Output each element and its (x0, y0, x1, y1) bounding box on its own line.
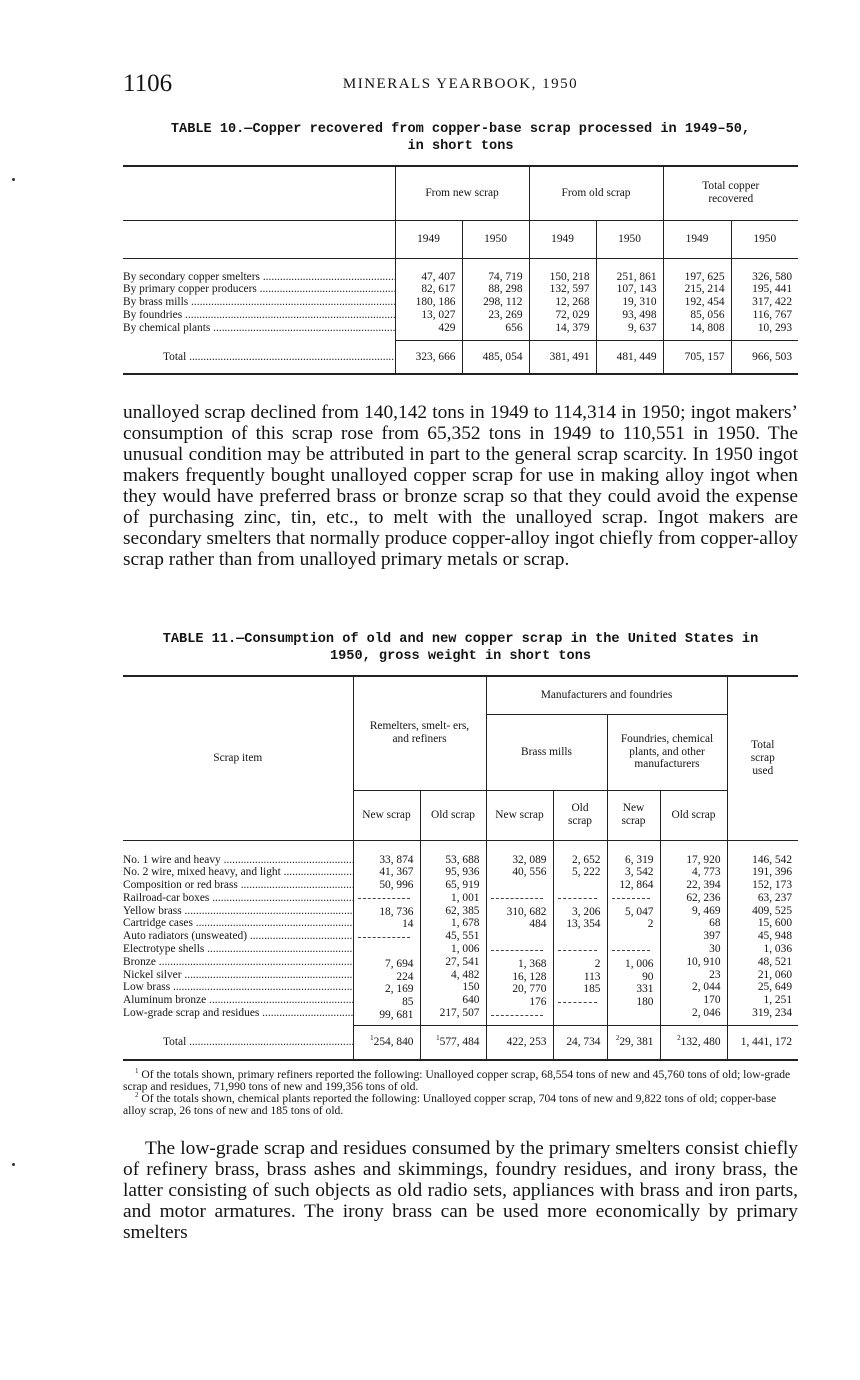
new-scrap-header: New scrap (353, 790, 420, 840)
cell-value: 13, 354 (566, 918, 601, 931)
cell-value: 6, 319 (625, 853, 654, 866)
cell-value: 33, 874 (379, 853, 414, 866)
cell-value: 30 (709, 943, 721, 956)
cell-value: 2, 046 (692, 1007, 721, 1020)
footnote-marker: 1 (135, 1067, 139, 1076)
value-column (663, 258, 731, 340)
cell-value: 185 (583, 983, 601, 996)
total-value (607, 1026, 660, 1060)
cell-value: 2 (594, 957, 601, 970)
cell-value (554, 1010, 601, 1023)
cell-value: 23 (709, 968, 721, 981)
year-header: 1950 (462, 220, 529, 258)
cell-value: 310, 682 (506, 905, 547, 918)
cell-value (608, 931, 654, 944)
cell-value: 1, 678 (451, 917, 480, 930)
cell-value: 4, 482 (451, 968, 480, 981)
total-number: 132, 480 (680, 1036, 721, 1049)
old-scrap-header: Old scrap (660, 790, 727, 840)
empty-cell-rule (491, 898, 543, 899)
page-number: 1106 (123, 70, 173, 97)
cell-value: 409, 525 (752, 904, 793, 917)
running-title: MINERALS YEARBOOK, 1950 (342, 76, 579, 92)
cell-value: 1, 368 (518, 957, 547, 970)
brass-mills-header: Brass mills (486, 714, 607, 790)
remelters-header: Remelters, smelt- ers, and refiners (353, 676, 486, 790)
col-group-header: Total copper recovered (663, 166, 798, 220)
row-label: By secondary copper smelters ..... (123, 271, 395, 284)
cell-value: 2, 044 (692, 981, 721, 994)
total-value: 481, 449 (596, 340, 663, 374)
empty-cell-rule (358, 937, 410, 938)
cell-value: 88, 298 (488, 283, 523, 296)
cell-value: 17, 920 (686, 853, 721, 866)
cell-value: 14, 808 (690, 321, 725, 334)
cell-value: 62, 236 (686, 891, 721, 904)
cell-value: 82, 617 (421, 283, 456, 296)
scrap-item-header: Scrap item (213, 751, 263, 764)
year-header: 1950 (731, 220, 798, 258)
new-scrap-header: New scrap (486, 790, 553, 840)
cell-value: 68 (709, 917, 721, 930)
page-header (123, 70, 798, 104)
old-scrap-header: Old scrap (420, 790, 486, 840)
total-number: 29, 381 (619, 1036, 654, 1049)
footnote-text: Of the totals shown, primary refiners reported the following: Unalloyed copper scrap, 68,554 tons of new and 45,760 tons of old; low-grade scrap and residues, 71,990 tons of new and 199,356 tons of old. (123, 1068, 791, 1093)
total-used-header: Total scrap used (727, 676, 798, 840)
cell-value: 192, 454 (684, 296, 725, 309)
cell-value: 27, 541 (445, 955, 480, 968)
empty-cell-rule (612, 898, 650, 899)
cell-value: 10, 910 (686, 955, 721, 968)
scrap-item-label: No. 1 wire and heavy ..... (123, 854, 353, 867)
cell-value: 176 (529, 996, 547, 1009)
total-value: 705, 157 (663, 340, 731, 374)
cell-value: 170 (703, 994, 721, 1007)
cell-value: 180, 186 (415, 296, 456, 309)
cell-value: 3, 542 (625, 866, 654, 879)
cell-value: 397 (703, 930, 721, 943)
cell-value: 32, 089 (512, 853, 547, 866)
cell-value: 2, 652 (572, 853, 601, 866)
foundries-new-column (607, 840, 660, 1026)
cell-value: 72, 029 (555, 308, 590, 321)
total-number: 577, 484 (439, 1036, 480, 1049)
cell-value: 298, 112 (483, 296, 523, 309)
table10-caption: TABLE 10.—Copper recovered from copper-base scrap processed in 1949–50, in short tons (170, 122, 751, 154)
cell-value: 93, 498 (622, 308, 657, 321)
remelters-old-column (420, 840, 486, 1026)
cell-value: 640 (462, 994, 480, 1007)
cell-value: 150, 218 (549, 270, 590, 283)
new-scrap-header: New scrap (607, 790, 660, 840)
cell-value: 22, 394 (686, 879, 721, 892)
cell-value (554, 931, 601, 944)
empty-cell-rule (358, 898, 410, 899)
cell-value: 63, 237 (757, 891, 793, 904)
scrap-item-label: Low brass ..... (123, 981, 353, 994)
cell-value: 146, 542 (752, 853, 793, 866)
cell-value: 85 (402, 996, 414, 1009)
year-header: 1949 (395, 220, 462, 258)
cell-value: 484 (529, 918, 547, 931)
total-number: 254, 840 (373, 1036, 414, 1049)
cell-value: 9, 469 (692, 904, 721, 917)
value-column (395, 258, 462, 340)
cell-value: 152, 173 (752, 879, 793, 892)
cell-value: 4, 773 (692, 866, 721, 879)
cell-value: 251, 861 (616, 270, 657, 283)
year-header: 1950 (596, 220, 663, 258)
scrap-item-label: Composition or red brass ..... (123, 879, 353, 892)
cell-value: 53, 688 (445, 853, 480, 866)
value-column (462, 258, 529, 340)
cell-value (608, 1009, 654, 1022)
year-header: 1949 (663, 220, 731, 258)
cell-value: 116, 767 (752, 308, 793, 321)
scrap-item-label: Railroad-car boxes ..... (123, 892, 353, 905)
cell-value: 197, 625 (684, 270, 725, 283)
cell-value: 10, 293 (757, 321, 793, 334)
cell-value: 9, 637 (628, 321, 657, 334)
total-value (353, 1026, 420, 1060)
total-used-column (727, 840, 798, 1026)
scrap-item-label: Aluminum bronze ..... (123, 994, 353, 1007)
cell-value: 1, 251 (763, 994, 793, 1007)
cell-value: 40, 556 (512, 866, 547, 879)
scrap-item-label: Nickel silver ..... (123, 969, 353, 982)
table11-header-row1 (123, 676, 798, 714)
cell-value: 656 (505, 321, 523, 334)
scrap-item-label: Auto radiators (unsweated) ..... (123, 930, 353, 943)
cell-value: 12, 268 (555, 296, 590, 309)
cell-value: 2, 169 (385, 983, 414, 996)
cell-value: 85, 056 (690, 308, 725, 321)
footnote-marker: 2 (677, 1034, 681, 1043)
footnote-marker: 1 (370, 1034, 374, 1043)
empty-cell-rule (491, 1015, 543, 1016)
value-column (731, 258, 798, 340)
cell-value: 50, 996 (379, 879, 414, 892)
cell-value: 99, 681 (379, 1009, 414, 1022)
cell-value: 41, 367 (379, 866, 414, 879)
cell-value: 7, 694 (385, 957, 414, 970)
col-group-header: From old scrap (529, 166, 663, 220)
total-value: 323, 666 (395, 340, 462, 374)
footnote-text: Of the totals shown, chemical plants reported the following: Unalloyed copper scrap, 704 tons of new and 9,822 tons of old; copper-base alloy scrap, 26 tons of new and 185 tons of old. (123, 1092, 777, 1117)
row-label: By chemical plants ..... (123, 322, 395, 335)
cell-value: 47, 407 (421, 270, 456, 283)
cell-value (354, 945, 414, 958)
cell-value (487, 931, 547, 944)
cell-value: 1, 006 (451, 943, 480, 956)
scrap-item-label: Bronze ..... (123, 956, 353, 969)
margin-mark (12, 178, 15, 181)
footnotes (123, 1069, 798, 1117)
brass-new-column (486, 840, 553, 1026)
table10-year-header (123, 220, 798, 258)
footnote-marker: 2 (135, 1091, 139, 1100)
total-value: 485, 054 (462, 340, 529, 374)
foundries-header: Foundries, chemical plants, and other manufacturers (607, 714, 727, 790)
cell-value: 180 (636, 996, 654, 1009)
cell-value: 14, 379 (555, 321, 590, 334)
total-value: 966, 503 (731, 340, 798, 374)
row-labels (123, 258, 395, 340)
cell-value: 18, 736 (379, 905, 414, 918)
total-value: 422, 253 (486, 1026, 553, 1060)
table11-body (123, 840, 798, 1026)
cell-value: 215, 214 (684, 283, 725, 296)
cell-value: 20, 770 (512, 983, 547, 996)
total-label: Total ..... (163, 351, 395, 364)
table10-total-row (123, 340, 798, 374)
table10-group-header (123, 166, 798, 220)
cell-value: 107, 143 (616, 283, 657, 296)
cell-value: 95, 936 (445, 866, 480, 879)
total-value: 24, 734 (553, 1026, 607, 1060)
scrap-item-label: Cartridge cases ..... (123, 917, 353, 930)
empty-cell-rule (612, 950, 650, 951)
empty-cell-rule (491, 950, 543, 951)
cell-value: 3, 206 (572, 905, 601, 918)
table10 (123, 165, 798, 375)
total-label: Total ..... (163, 1036, 353, 1049)
cell-value: 331 (636, 983, 654, 996)
body-paragraph: unalloyed scrap declined from 140,142 tons in 1949 to 114,314 in 1950; ingot makers’ consumption of this scrap rose from 65,352 tons in 1949 to 110,551 in 1950. The unusual condition may be attributed in part to the general scrap scarcity. In 1950 ingot makers frequently bought unalloyed copper scrap for use in making alloy ingot when they would have preferred brass or bronze scrap so that they could avoid the expense of purchasing zinc, tin, etc., to melt with the unalloyed scrap. Ingot makers are secondary smelters that normally produce copper-alloy ingot chiefly from copper-alloy scrap rather than from unalloyed primary metals or scrap. (123, 402, 798, 570)
empty-cell-rule (558, 898, 597, 899)
cell-value: 65, 919 (445, 879, 480, 892)
cell-value: 21, 060 (757, 968, 793, 981)
cell-value: 132, 597 (549, 283, 590, 296)
cell-value (487, 879, 547, 892)
margin-mark (12, 1163, 15, 1166)
scrap-item-label: Low-grade scrap and residues ..... (123, 1007, 353, 1020)
row-label: By foundries ..... (123, 309, 395, 322)
year-header: 1949 (529, 220, 596, 258)
cell-value: 48, 521 (757, 955, 793, 968)
cell-value: 13, 027 (421, 308, 456, 321)
cell-value: 45, 948 (757, 930, 793, 943)
cell-value: 5, 222 (572, 866, 601, 879)
footnote-2 (123, 1093, 798, 1117)
remelters-new-column (353, 840, 420, 1026)
cell-value: 45, 551 (445, 930, 480, 943)
table11 (123, 675, 798, 1061)
footnote-marker: 2 (615, 1034, 620, 1043)
total-value (660, 1026, 727, 1060)
old-scrap-header: Old scrap (553, 790, 607, 840)
total-value: 1, 441, 172 (727, 1026, 798, 1060)
cell-value: 5, 047 (625, 905, 654, 918)
value-column (529, 258, 596, 340)
foundries-old-column (660, 840, 727, 1026)
row-label: By brass mills ..... (123, 296, 395, 309)
table11-caption: TABLE 11.—Consumption of old and new copper scrap in the United States in 1950, gross weight in short tons (162, 632, 759, 664)
cell-value: 319, 234 (752, 1007, 793, 1020)
cell-value: 90 (642, 970, 654, 983)
cell-value (554, 879, 601, 892)
cell-value: 317, 422 (752, 296, 793, 309)
cell-value: 1, 036 (763, 943, 793, 956)
scrap-item-label: No. 2 wire, mixed heavy, and light ..... (123, 866, 353, 879)
cell-value: 217, 507 (439, 1007, 480, 1020)
cell-value: 23, 269 (488, 308, 523, 321)
cell-value: 74, 719 (488, 270, 523, 283)
col-group-header: From new scrap (395, 166, 529, 220)
scrap-item-label: Electrotype shells ..... (123, 943, 353, 956)
cell-value: 429 (438, 321, 456, 334)
cell-value: 2 (647, 918, 654, 931)
empty-cell-rule (558, 1002, 597, 1003)
cell-value: 113 (583, 970, 601, 983)
footnote-1 (123, 1069, 798, 1093)
scrap-item-label: Yellow brass ..... (123, 905, 353, 918)
cell-value: 191, 396 (752, 866, 793, 879)
cell-value: 195, 441 (752, 283, 793, 296)
cell-value: 25, 649 (757, 981, 793, 994)
cell-value: 16, 128 (512, 970, 547, 983)
cell-value: 12, 864 (619, 879, 654, 892)
table10-body (123, 258, 798, 340)
body-paragraph: The low-grade scrap and residues consumed by the primary smelters consist chiefly of refinery brass, brass ashes and skimmings, foundry residues, and irony brass, the latter consisting of such objects as old radio sets, appliances with brass and iron parts, and motor armatures. The irony brass can be used more economically by primary smelters (123, 1138, 798, 1243)
row-label: By primary copper producers ..... (123, 283, 395, 296)
total-value (420, 1026, 486, 1060)
cell-value: 62, 385 (445, 904, 480, 917)
cell-value: 19, 310 (622, 296, 657, 309)
table11-total-row (123, 1026, 798, 1060)
footnote-marker: 1 (436, 1034, 440, 1043)
empty-cell-rule (558, 950, 597, 951)
cell-value: 1, 006 (625, 957, 654, 970)
cell-value: 326, 580 (752, 270, 793, 283)
cell-value: 15, 600 (757, 917, 793, 930)
cell-value: 224 (396, 970, 414, 983)
cell-value: 150 (462, 981, 480, 994)
manufacturers-header: Manufacturers and foundries (486, 676, 727, 714)
total-value: 381, 491 (529, 340, 596, 374)
value-column (596, 258, 663, 340)
brass-old-column (553, 840, 607, 1026)
cell-value: 1, 001 (451, 891, 480, 904)
cell-value: 14 (402, 918, 414, 931)
scrap-item-column (123, 840, 353, 1026)
